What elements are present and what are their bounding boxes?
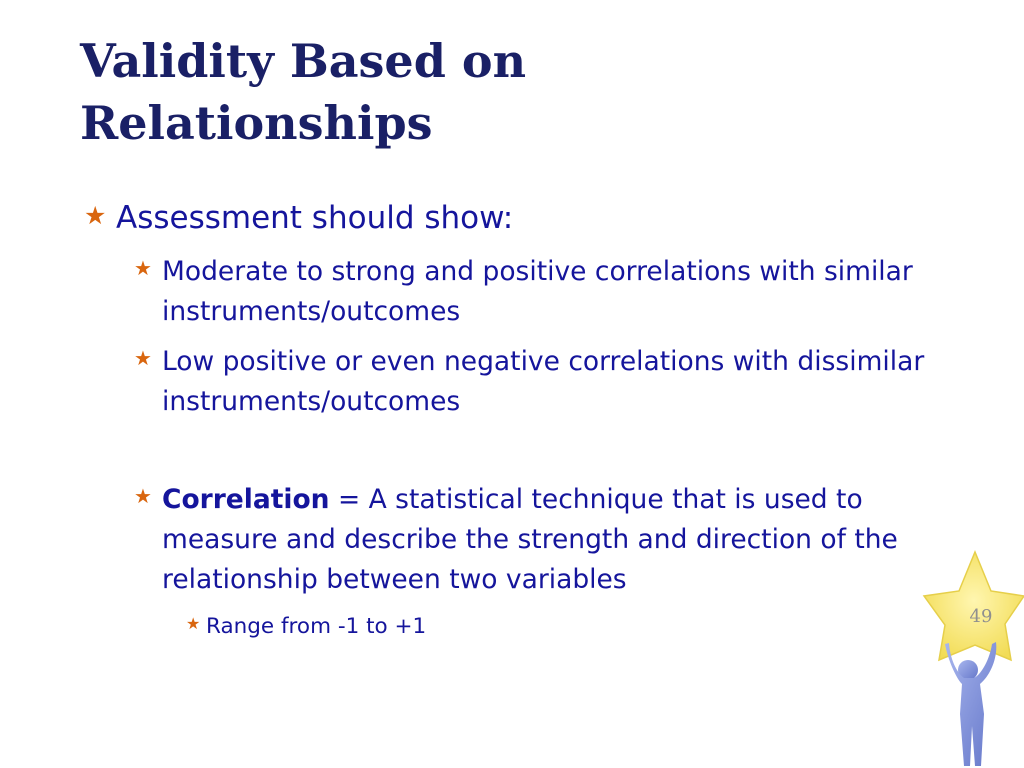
star-bullet-icon: ★ [186,614,201,633]
star-bullet-icon: ★ [134,484,152,508]
bullet-similar [134,252,934,332]
slide-title: Validity Based on Relationships [80,34,527,150]
bullet-text: Range from -1 to +1 [206,614,427,639]
correlation-term: Correlation [162,484,330,515]
star-person-icon [912,548,1024,768]
bullet-text: Assessment should show: [116,200,514,236]
bullet-text [162,480,934,600]
correlation-definition: = A statistical technique that is used to measure and describe the strength and direction of the relationship between two variables [162,484,898,595]
star-bullet-icon: ★ [134,346,152,370]
bullet-text: Moderate to strong and positive correlations with similar instruments/outcomes [162,256,913,327]
bullet-text: Low positive or even negative correlations with dissimilar instruments/outcomes [162,346,925,417]
bullet-range [186,611,686,643]
bullet-correlation [134,480,934,600]
bullet-assessment [84,198,924,238]
star-bullet-icon: ★ [134,256,152,280]
slide-number: 49 [969,606,993,627]
bullet-dissimilar [134,342,934,422]
star-bullet-icon: ★ [84,201,107,230]
